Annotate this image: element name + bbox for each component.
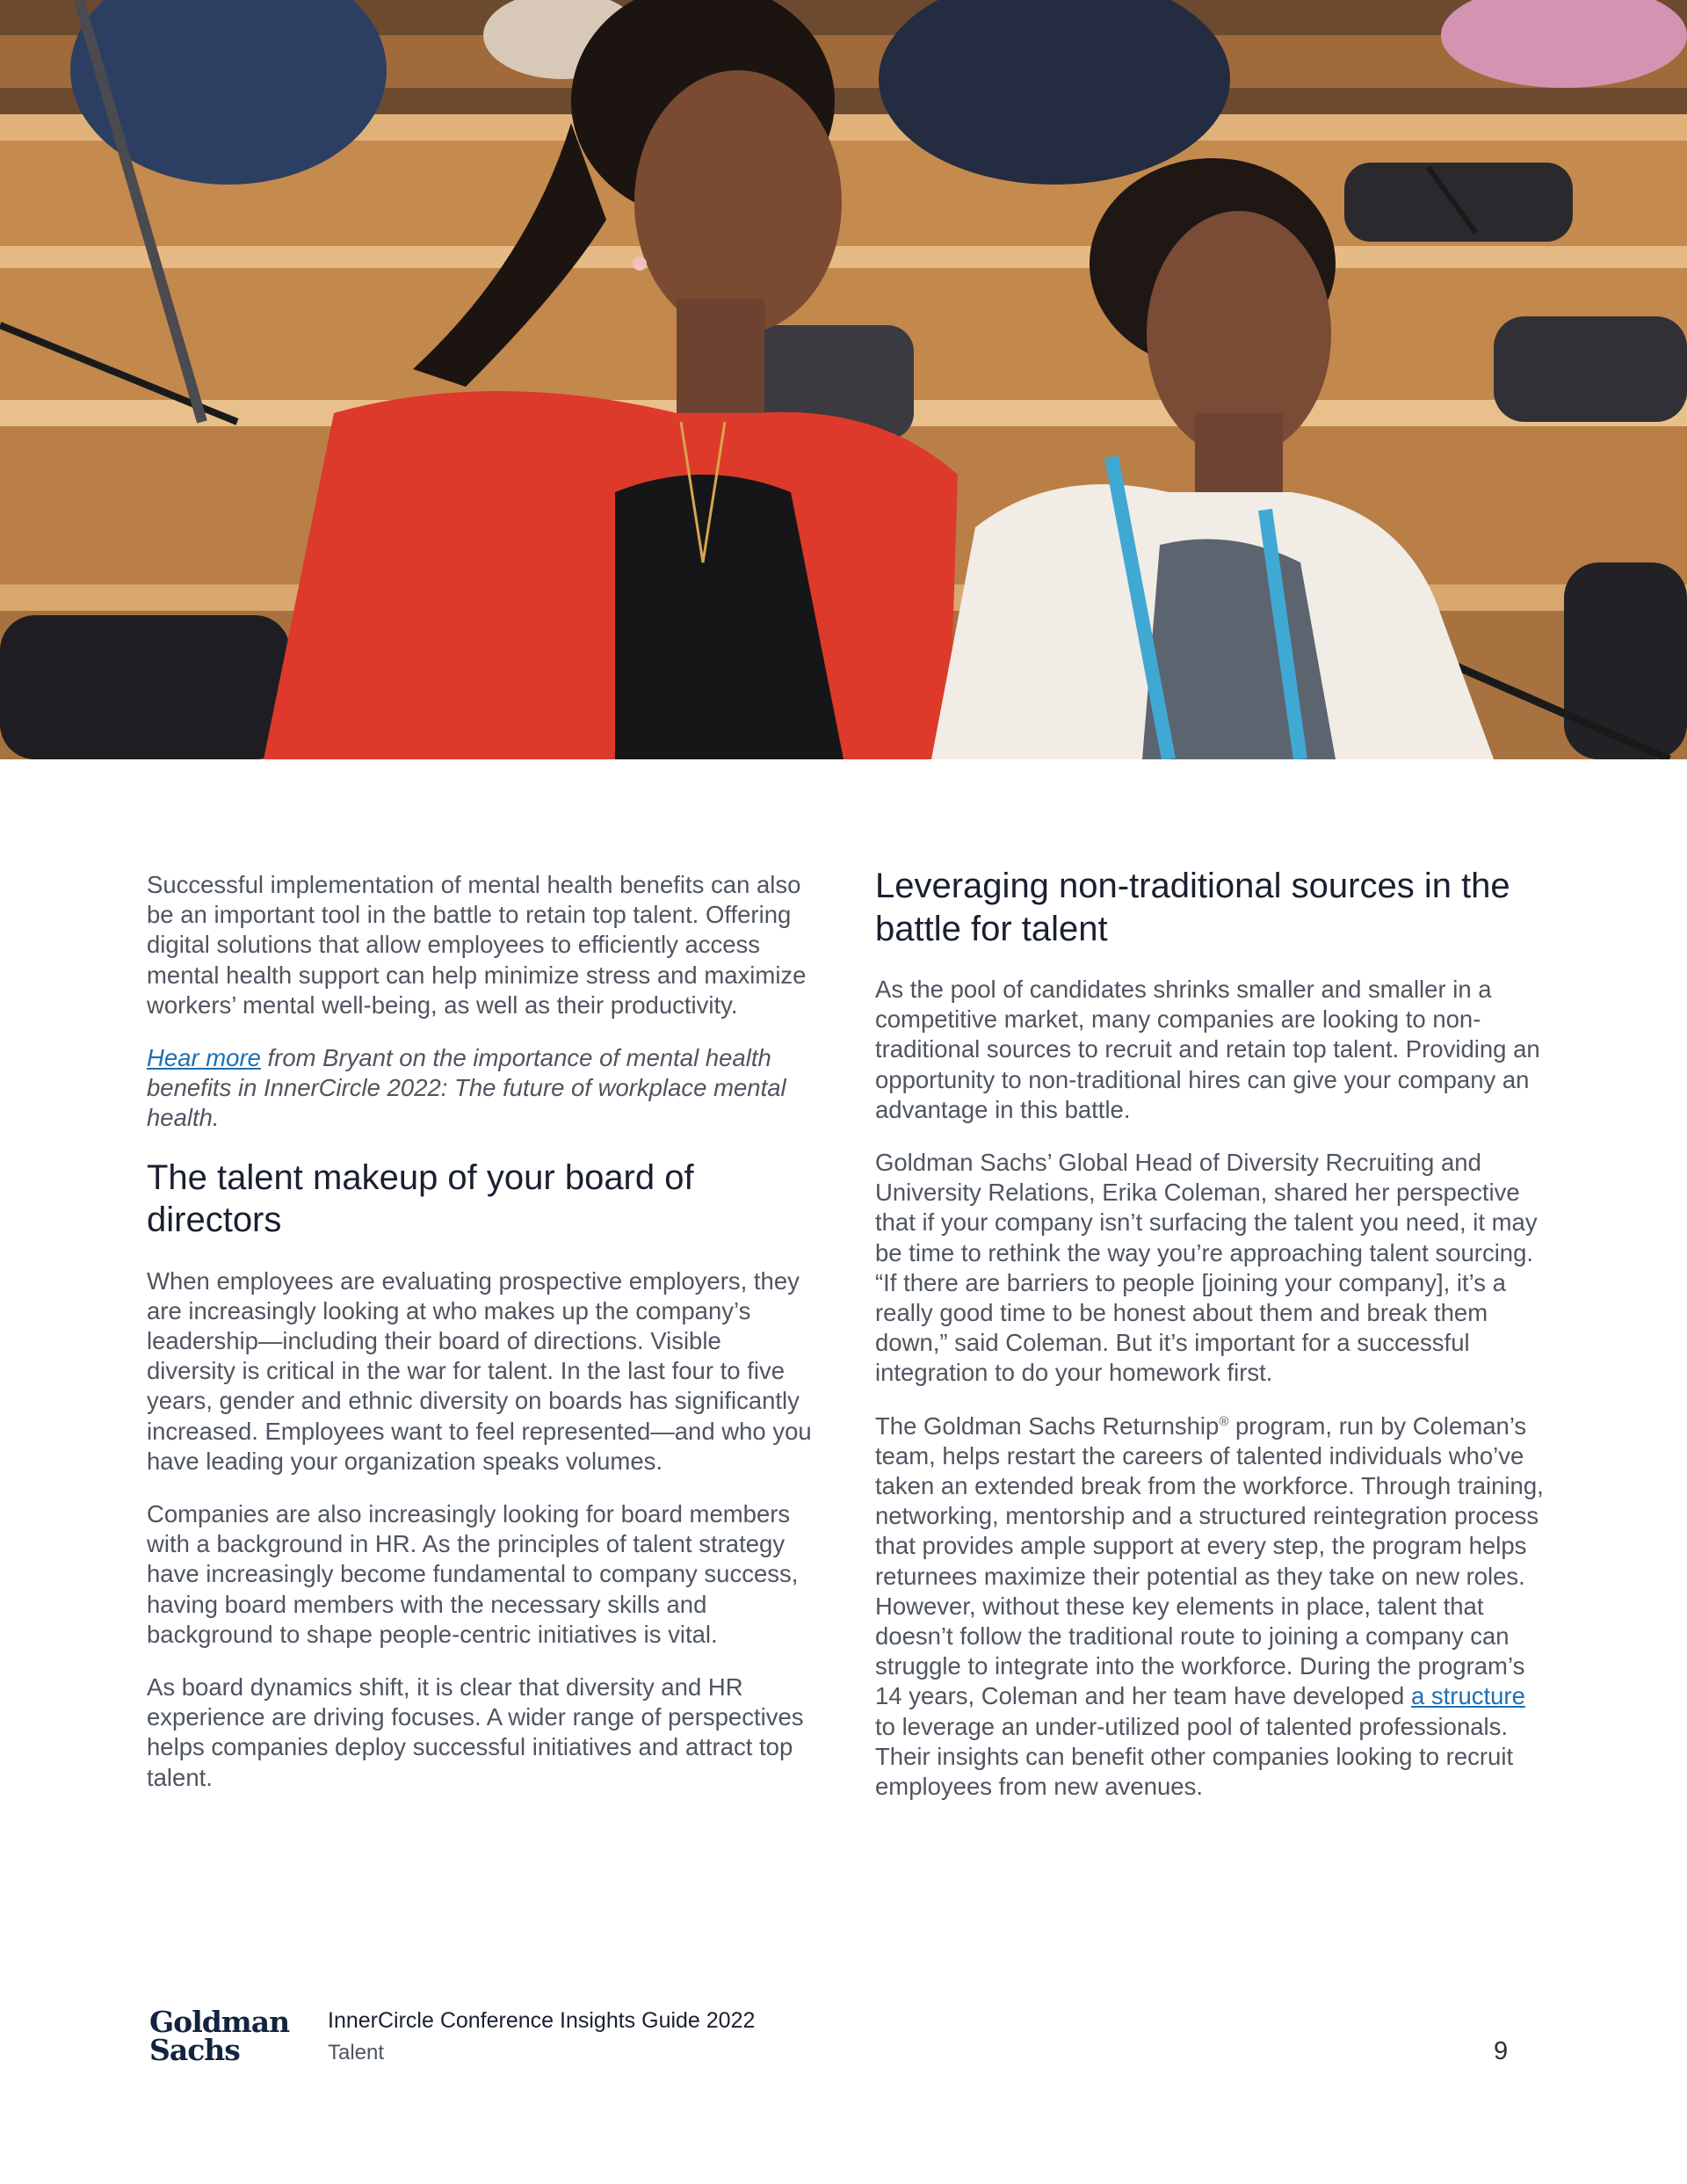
page-number: 9 — [1494, 2037, 1509, 2065]
non-traditional-heading: Leveraging non-traditional sources in the battle for talent — [875, 867, 1510, 948]
left-column — [147, 870, 812, 1816]
hear-more-paragraph — [147, 1043, 812, 1134]
returnship-text-b: program, run by Coleman’s team, helps restart the careers of talented individuals who’ve taken an extended break from the workforce. Through training, networking, mentorship and a structured reintegration process that provides ample support at every step, the program helps returnees maximize their potential as they take on new roles. However, without these key elements in place, talent that doesn’t follow the traditional route to joining a company can struggle to integrate into the workforce. During the program’s 14 years, Coleman and her team have developed — [875, 1411, 1544, 1710]
logo-line-2: Sachs — [149, 2033, 240, 2067]
footer-section-label: Talent — [328, 2041, 385, 2064]
returnship-paragraph — [875, 1411, 1547, 1803]
board-hr-paragraph: Companies are also increasingly looking for board members with a background in HR. As the principles of talent strategy have increasingly become fundamental to company success, having board members with the necessary skills and background to shape people-centric initiatives is vital. — [147, 1500, 799, 1648]
hero-photo — [0, 0, 1687, 759]
coleman-paragraph: Goldman Sachs’ Global Head of Diversity Recruiting and University Relations, Erika Coleman, shared her perspective that if your company isn’t surfacing the talent you need, it may be time to rethink the way you’re approaching talent sourcing. “If there are barriers to people [joining your company], it’s a really good time to be honest about them and break them down,” said Coleman. But it’s important for a successful integration to do your homework first. — [875, 1149, 1538, 1387]
hear-more-link[interactable]: Hear more — [147, 1044, 261, 1072]
goldman-sachs-logo — [149, 2005, 290, 2067]
board-diversity-paragraph: When employees are evaluating prospective employers, they are increasingly looking at who makes up the company’s leadership—including their board of directions. Visible diversity is critical in the war for talent. In the last four to five years, gender and ethnic diversity on boards has significantly increased. Employees want to feel represented—and who you have leading your organization speaks volumes. — [147, 1266, 812, 1475]
candidates-paragraph: As the pool of candidates shrinks smaller and smaller in a competitive market, many companies are looking to non-traditional sources to recruit and retain top talent. Providing an opportunity to non-traditional hires can give your company an advantage in this battle. — [875, 976, 1540, 1123]
board-talent-heading: The talent makeup of your board of directors — [147, 1157, 694, 1240]
right-column — [875, 865, 1547, 1825]
mental-health-paragraph: Successful implementation of mental health benefits can also be an important tool in the battle to retain top talent. Offering digital solutions that allow employees to efficiently access mental health support can help minimize stress and maximize workers’ mental well-being, as well as their productivity. — [147, 871, 807, 1019]
logo-line-1: Goldman — [149, 2005, 290, 2039]
structure-link[interactable]: a structure — [1410, 1682, 1525, 1710]
footer-guide-title: InnerCircle Conference Insights Guide 2022 — [328, 2008, 756, 2033]
conference-photo-illustration — [0, 0, 1687, 759]
hear-more-text: from Bryant on the importance of mental health benefits in InnerCircle 2022: The future of workplace mental health. — [147, 1044, 786, 1132]
board-dynamics-paragraph: As board dynamics shift, it is clear that diversity and HR experience are driving focuses. A wider range of perspectives helps companies deploy successful initiatives and attract top talent. — [147, 1673, 804, 1791]
returnship-text-c: to leverage an under-utilized pool of talented professionals. Their insights can benefit other companies looking to recruit employees from new avenues. — [875, 1712, 1514, 1801]
returnship-text-a: The Goldman Sachs Returnship — [875, 1411, 1220, 1440]
registered-mark: ® — [1219, 1413, 1229, 1429]
